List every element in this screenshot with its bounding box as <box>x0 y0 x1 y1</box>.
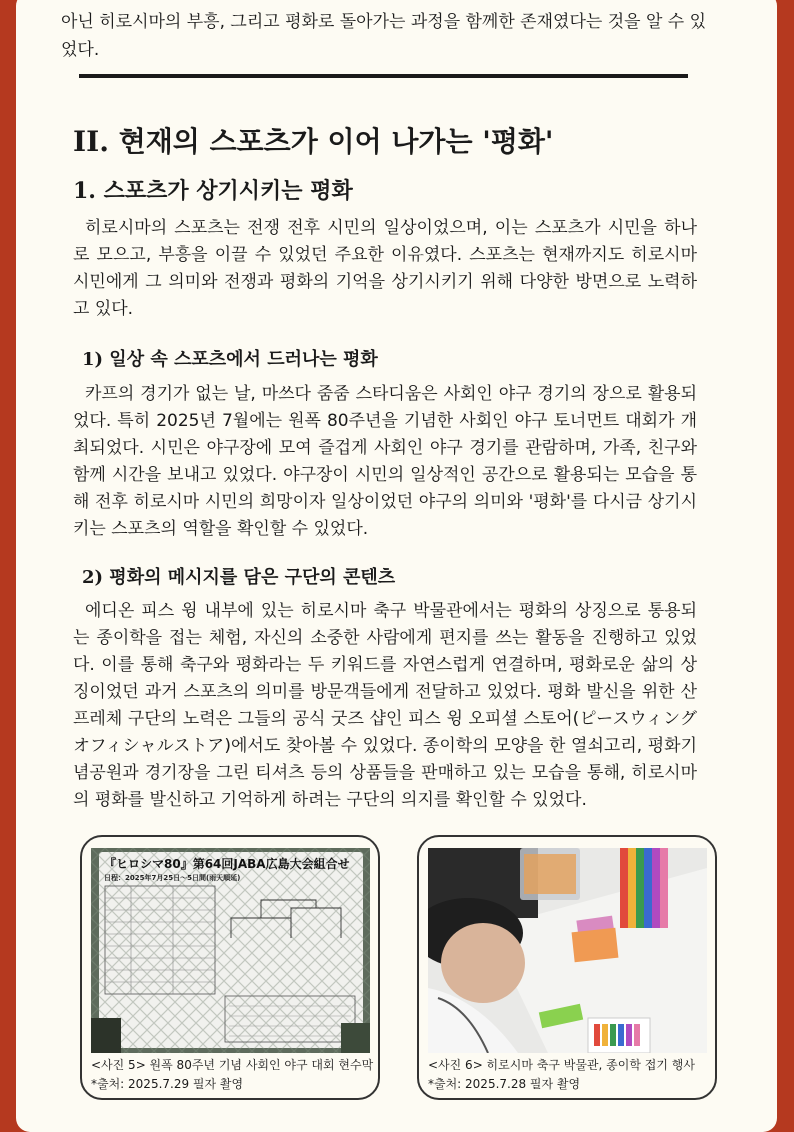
part1-heading: 1) 일상 속 스포츠에서 드러나는 평화 <box>82 349 378 370</box>
photo-6-caption-block <box>428 1056 695 1094</box>
photo-6-origami-image <box>428 848 707 1053</box>
photo-6-caption: <사진 6> 히로시마 축구 박물관, 종이학 접기 행사 <box>428 1058 695 1072</box>
subsection-title: 1. 스포츠가 상기시키는 평화 <box>73 178 353 204</box>
photo-5-banner-image <box>91 848 370 1053</box>
subsection-paragraph: 히로시마의 스포츠는 전쟁 전후 시민의 일상이었으며, 이는 스포츠가 시민을 하나로 모으고, 부흥을 이끌 수 있었던 주요한 이유였다. 스포츠는 현재까지도 히로시마 시민에게 그 의미와 전쟁과 평화의 기억을 상기시키기 위해 다양한 방면으로 노력하고 있다. <box>73 218 697 319</box>
section-title: II. 현재의 스포츠가 이어 나가는 '평화' <box>73 125 554 158</box>
poster-subtitle: 日程：2025年7月25日～5日間(雨天順延) <box>104 874 241 882</box>
part2-heading: 2) 평화의 메시지를 담은 구단의 콘텐츠 <box>82 567 396 588</box>
intro-paragraph: 아닌 히로시마의 부흥, 그리고 평화로 돌아가는 과정을 함께한 존재였다는 것을 알 수 있었다. <box>61 12 707 60</box>
photo-card-5 <box>80 835 380 1100</box>
photo-card-6 <box>417 835 717 1100</box>
part1-paragraph: 카프의 경기가 없는 날, 마쓰다 줌줌 스타디움은 사회인 야구 경기의 장으로 활용되었다. 특히 2025년 7월에는 원폭 80주년을 기념한 사회인 야구 토너먼트 대회가 개최되었다. 시민은 야구장에 모여 즐겁게 사회인 야구 경기를 관람하며, 가족, 친구와 함께 시간을 보내고 있었다. 야구장이 시민의 일상적인 공간으로 활용되는 모습을 통해 전후 히로시마 시민의 희망이자 일상이었던 야구의 의미와 '평화'를 다시금 상기시키는 스포츠의 역할을 확인할 수 있었다. <box>73 384 697 539</box>
photo-6-source: *출처: 2025.7.28 필자 촬영 <box>428 1077 581 1091</box>
photo-5-caption-block <box>91 1056 373 1094</box>
poster-title: 『ヒロシマ80』第64回JABA広島大会組合せ <box>104 857 350 871</box>
photo-5-source: *출처: 2025.7.29 필자 촬영 <box>91 1077 244 1091</box>
part2-paragraph: 에디온 피스 윙 내부에 있는 히로시마 축구 박물관에서는 평화의 상징으로 통용되는 종이학을 접는 체험, 자신의 소중한 사람에게 편지를 쓰는 활동을 진행하고 있었다. 이를 통해 축구와 평화라는 두 키워드를 자연스럽게 연결하며, 평화로운 삶의 상징이었던 과거 스포츠의 의미를 방문객들에게 전달하고 있었다. 평화 발신을 위한 산 프레체 구단의 노력은 그들의 공식 굿즈 샵인 피스 윙 오피셜 스토어(ピースウィングオフィシャルストア)에서도 찾아볼 수 있었다. 종이학의 모양을 한 열쇠고리, 평화기념공원과 경기장을 그린 티셔츠 등의 상품들을 판매하고 있는 모습을 통해, 히로시마의 평화를 발신하고 기억하게 하려는 구단의 의지를 확인할 수 있었다. <box>73 601 697 810</box>
section-divider <box>79 74 688 78</box>
photo-5-caption: <사진 5> 원폭 80주년 기념 사회인 야구 대회 현수막 <box>91 1058 374 1072</box>
